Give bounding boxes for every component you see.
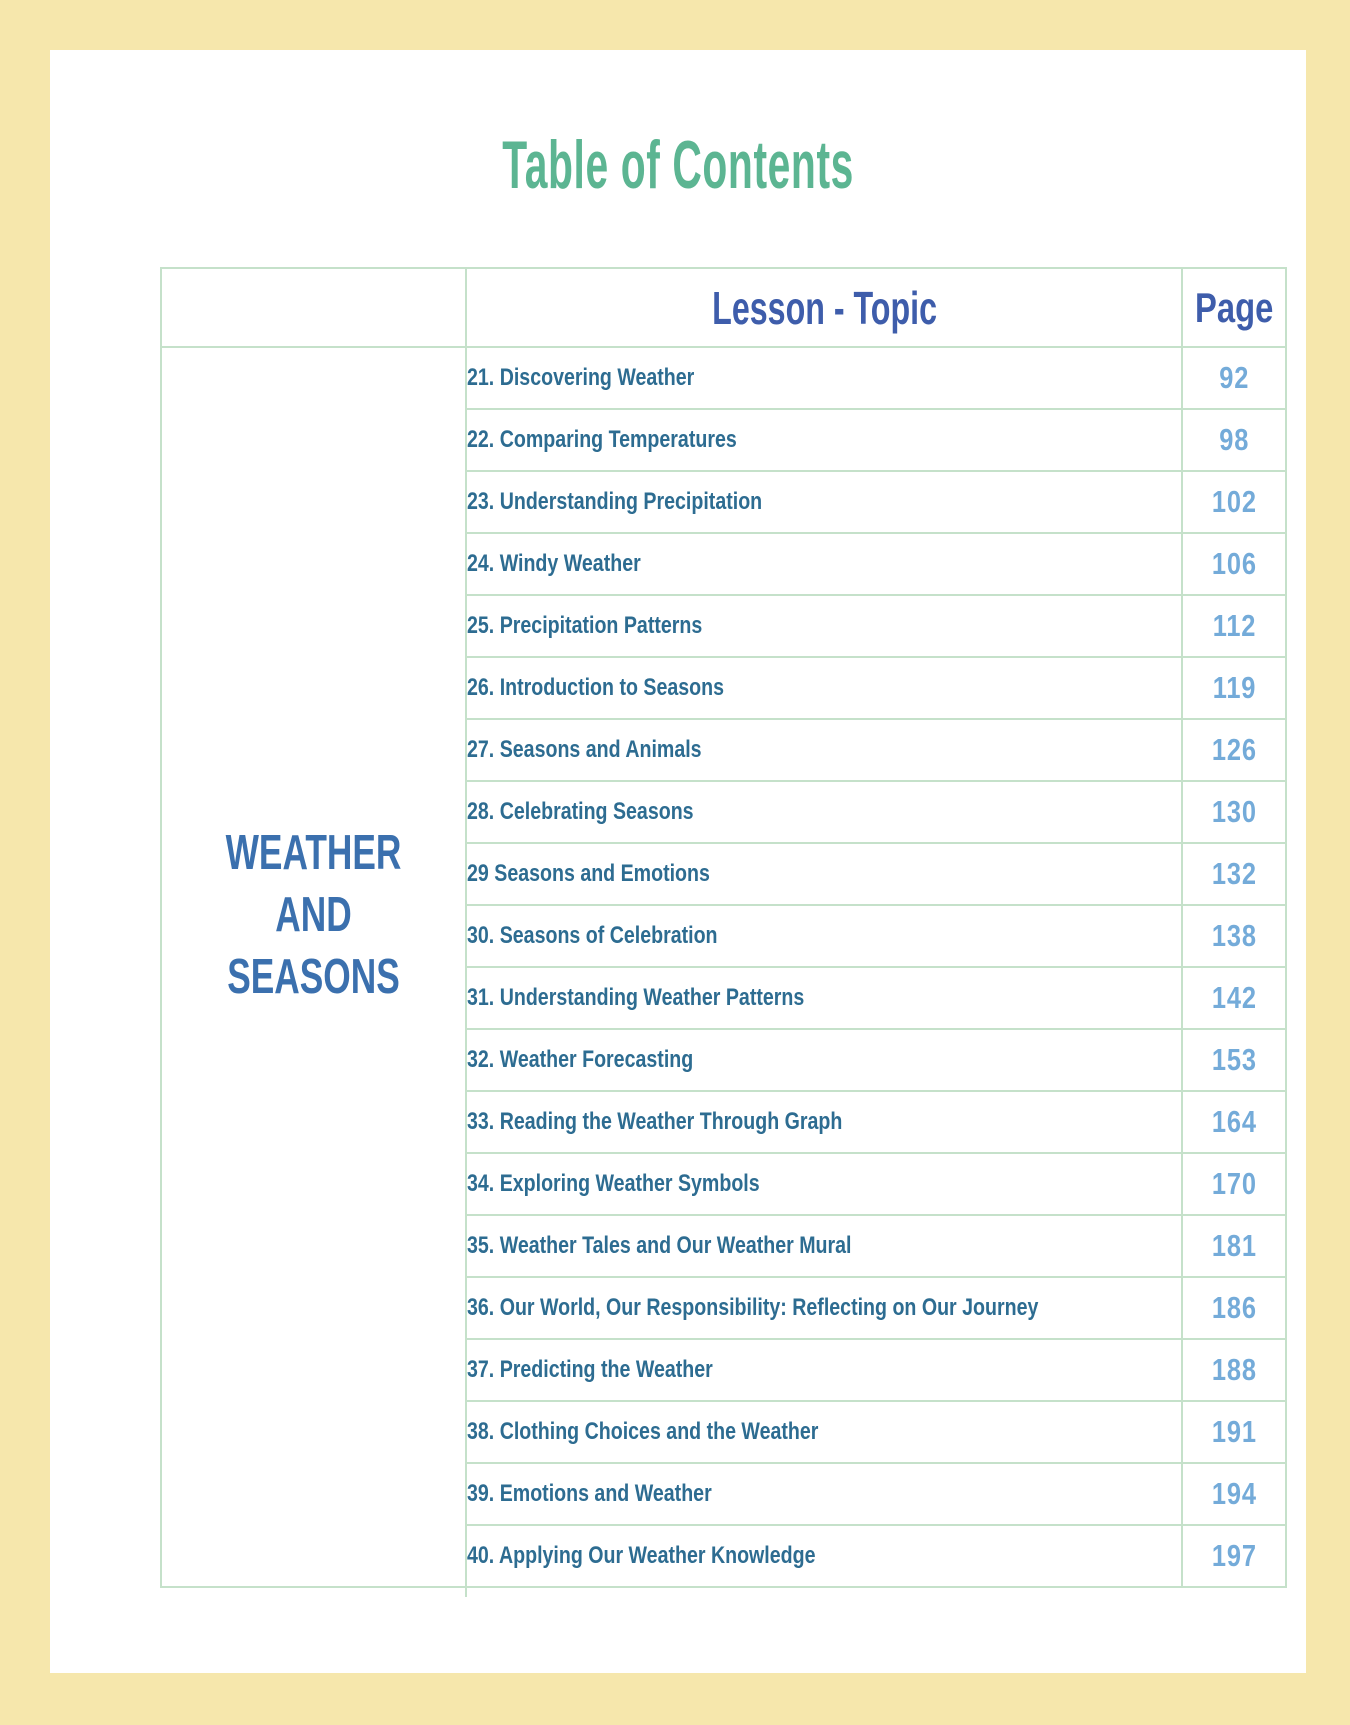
lesson-topic-cell — [466, 1339, 1182, 1401]
header-page — [1182, 268, 1286, 347]
section-label-line: WEATHER — [225, 826, 402, 880]
page-number-text: 138 — [1211, 918, 1257, 953]
lesson-topic-cell — [466, 1215, 1182, 1277]
page-number-cell — [1182, 409, 1286, 471]
page-number-text: 132 — [1211, 856, 1257, 891]
lesson-topic-cell — [466, 657, 1182, 719]
page-number-text: 191 — [1211, 1414, 1257, 1449]
section-label — [162, 822, 465, 1008]
lesson-topic-text: 35. Weather Tales and Our Weather Mural — [467, 1232, 852, 1259]
lesson-topic-text: 34. Exploring Weather Symbols — [467, 1170, 760, 1197]
lesson-topic-cell — [466, 843, 1182, 905]
page-number-text: 126 — [1211, 732, 1257, 767]
table-row — [161, 347, 1286, 409]
header-empty-cell — [161, 268, 466, 347]
page-number-text: 142 — [1211, 980, 1257, 1015]
lesson-topic-cell — [466, 781, 1182, 843]
page — [50, 50, 1306, 1673]
page-number-text: 112 — [1212, 608, 1256, 643]
lesson-topic-cell — [466, 1401, 1182, 1463]
page-number-cell — [1182, 533, 1286, 595]
page-number-text: 164 — [1211, 1104, 1257, 1139]
page-number-text: 119 — [1212, 670, 1256, 705]
lesson-topic-text: 36. Our World, Our Responsibility: Reflecting on Our Journey — [467, 1294, 1039, 1321]
section-label-line: SEASONS — [227, 950, 400, 1004]
page-number-cell — [1182, 967, 1286, 1029]
page-number-cell — [1182, 1339, 1286, 1401]
page-number-cell — [1182, 843, 1286, 905]
lesson-topic-text: 39. Emotions and Weather — [467, 1480, 712, 1507]
lesson-topic-cell — [466, 1091, 1182, 1153]
header-page-label: Page — [1195, 283, 1274, 331]
lesson-topic-text: 37. Predicting the Weather — [467, 1356, 713, 1383]
lesson-topic-text: 29 Seasons and Emotions — [467, 860, 710, 887]
lesson-topic-text: 23. Understanding Precipitation — [467, 488, 763, 515]
page-number-cell — [1182, 595, 1286, 657]
lesson-topic-cell — [466, 533, 1182, 595]
page-number-cell — [1182, 1401, 1286, 1463]
page-number-text: 188 — [1211, 1352, 1257, 1387]
page-number-text: 181 — [1211, 1228, 1257, 1263]
lesson-topic-text: 24. Windy Weather — [467, 550, 641, 577]
section-label-cell — [161, 347, 466, 1587]
page-number-cell — [1182, 471, 1286, 533]
page-number-text: 92 — [1219, 360, 1250, 395]
page-title: Table of Contents — [502, 127, 854, 203]
page-number-text: 194 — [1211, 1476, 1257, 1511]
page-number-cell — [1182, 1153, 1286, 1215]
page-number-cell — [1182, 1277, 1286, 1339]
lesson-topic-text: 40. Applying Our Weather Knowledge — [467, 1542, 816, 1569]
lesson-topic-cell — [466, 905, 1182, 967]
page-number-cell — [1182, 1463, 1286, 1525]
page-number-text: 197 — [1211, 1538, 1257, 1573]
lesson-topic-text: 38. Clothing Choices and the Weather — [467, 1418, 819, 1445]
lesson-topic-text: 28. Celebrating Seasons — [467, 798, 694, 825]
lesson-topic-cell — [466, 719, 1182, 781]
lesson-topic-text: 27. Seasons and Animals — [467, 736, 702, 763]
header-lesson-topic — [466, 268, 1182, 347]
lesson-topic-text: 26. Introduction to Seasons — [467, 674, 725, 701]
lesson-topic-text: 22. Comparing Temperatures — [467, 426, 737, 453]
toc-body — [161, 347, 1286, 1587]
lesson-topic-text: 25. Precipitation Patterns — [467, 612, 703, 639]
page-title-wrap — [50, 126, 1306, 204]
lesson-topic-text: 30. Seasons of Celebration — [467, 922, 718, 949]
toc-container — [160, 267, 1287, 1588]
page-number-cell — [1182, 1525, 1286, 1587]
page-number-text: 102 — [1211, 484, 1257, 519]
page-number-cell — [1182, 905, 1286, 967]
lesson-topic-cell — [466, 967, 1182, 1029]
lesson-topic-cell — [466, 1525, 1182, 1587]
page-number-text: 130 — [1211, 794, 1257, 829]
header-lesson-topic-label: Lesson - Topic — [711, 281, 937, 334]
toc-header-row — [161, 268, 1286, 347]
page-number-text: 106 — [1211, 546, 1257, 581]
lesson-topic-cell — [466, 471, 1182, 533]
lesson-topic-cell — [466, 1153, 1182, 1215]
section-label-line: AND — [275, 888, 352, 942]
page-number-text: 186 — [1211, 1290, 1257, 1325]
column-divider-tail — [465, 1586, 467, 1597]
lesson-topic-cell — [466, 1029, 1182, 1091]
page-number-cell — [1182, 347, 1286, 409]
lesson-topic-cell — [466, 595, 1182, 657]
lesson-topic-text: 32. Weather Forecasting — [467, 1046, 694, 1073]
page-number-cell — [1182, 1091, 1286, 1153]
page-number-text: 153 — [1211, 1042, 1257, 1077]
page-number-cell — [1182, 1029, 1286, 1091]
lesson-topic-text: 31. Understanding Weather Patterns — [467, 984, 805, 1011]
lesson-topic-cell — [466, 409, 1182, 471]
page-number-cell — [1182, 781, 1286, 843]
lesson-topic-text: 33. Reading the Weather Through Graph — [467, 1108, 843, 1135]
page-number-cell — [1182, 1215, 1286, 1277]
lesson-topic-text: 21. Discovering Weather — [467, 364, 695, 391]
lesson-topic-cell — [466, 1277, 1182, 1339]
lesson-topic-cell — [466, 347, 1182, 409]
page-number-text: 170 — [1211, 1166, 1257, 1201]
lesson-topic-cell — [466, 1463, 1182, 1525]
page-number-cell — [1182, 719, 1286, 781]
table-of-contents — [160, 267, 1287, 1588]
page-number-cell — [1182, 657, 1286, 719]
page-number-text: 98 — [1219, 422, 1250, 457]
